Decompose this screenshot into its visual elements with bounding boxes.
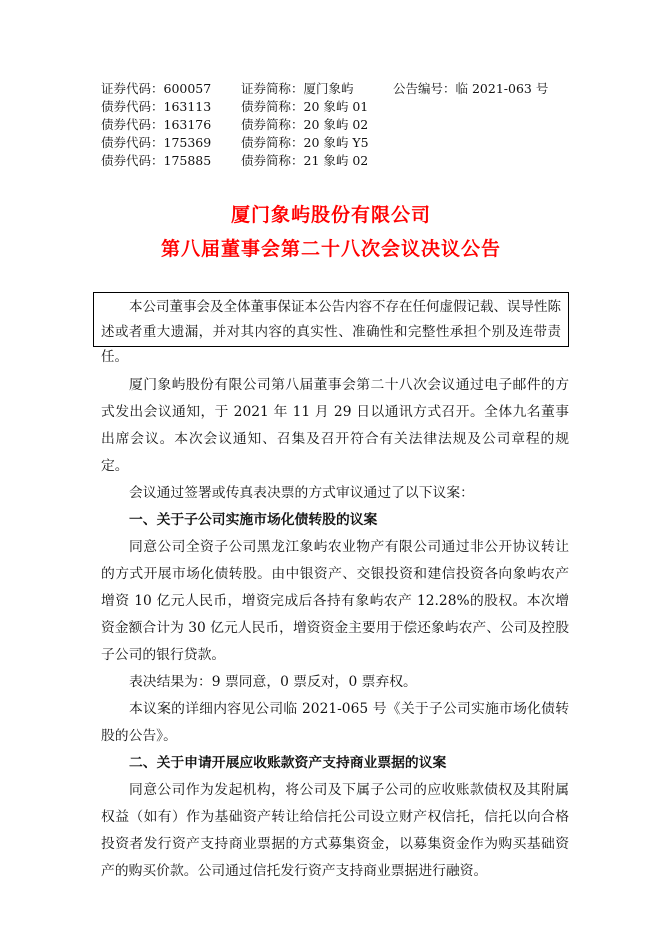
section-2-paragraph: 同意公司作为发起机构，将公司及下属子公司的应收账款债权及其附属权益（如有）作为基础资产转让给信托公司设立财产权信托，信托以向合格投资者发行资产支持商业票据的方式募集资金，以募集资金作为购买基础资产的购买价款。公司通过信托发行资产支持商业票据进行融资。 [101, 782, 569, 879]
security-abbr: 证券简称：厦门象屿 [241, 81, 354, 96]
announcement-title: 第八届董事会第二十八次会议决议公告 [160, 238, 501, 260]
bond-code: 债券代码：163176 [101, 117, 212, 132]
bond-code: 债券代码：175369 [101, 135, 212, 150]
bond-code: 债券代码：163113 [101, 99, 212, 114]
disclaimer-box [93, 292, 569, 365]
intro-paragraph: 厦门象屿股份有限公司第八届董事会第二十八次会议通过电子邮件的方式发出会议通知，于 2021 年 11 月 29 日以通讯方式召开。全体九名董事出席会议。本次会议通知、召集及召开符合有关法律法规及公司章程的规定。 [101, 377, 569, 474]
section-heading-2: 二、关于申请开展应收账款资产支持商业票据的议案 [129, 755, 447, 771]
intro-paragraph-2: 会议通过签署或传真表决票的方式审议通过了以下议案： [129, 485, 474, 501]
bond-abbr: 债券简称：21 象屿 02 [241, 153, 369, 168]
section-heading-1: 一、关于子公司实施市场化债转股的议案 [129, 512, 378, 528]
company-name-title: 厦门象屿股份有限公司 [230, 204, 431, 226]
section-1-paragraph: 同意公司全资子公司黑龙江象屿农业物产有限公司通过非公开协议转让的方式开展市场化债转股。由中银资产、交银投资和建信投资各向象屿农产增资 10 亿元人民币，增资完成后各持有象屿农产 12.28%的股权。本次增资金额合计为 30 亿元人民币，增资资金主要用于偿还象屿农产、公司及控股子公司的银行贷款。 [101, 539, 569, 663]
bond-code: 债券代码：175885 [101, 153, 212, 168]
announcement-number: 公告编号：临 2021-063 号 [393, 81, 549, 96]
vote-result: 表决结果为：9 票同意，0 票反对，0 票弃权。 [129, 674, 417, 690]
bond-abbr: 债券简称：20 象屿 Y5 [241, 135, 369, 150]
section-1-reference: 本议案的详细内容见公司临 2021-065 号《关于子公司实施市场化债转股的公告》。 [101, 701, 569, 744]
document-body [101, 372, 569, 885]
disclaimer-text: 本公司董事会及全体董事保证本公告内容不存在任何虚假记载、误导性陈述或者重大遗漏，并对其内容的真实性、准确性和完整性承担个别及连带责任。 [101, 299, 561, 365]
bond-abbr: 债券简称：20 象屿 01 [241, 99, 369, 114]
bond-abbr: 债券简称：20 象屿 02 [241, 117, 369, 132]
security-code: 证券代码：600057 [101, 81, 212, 96]
